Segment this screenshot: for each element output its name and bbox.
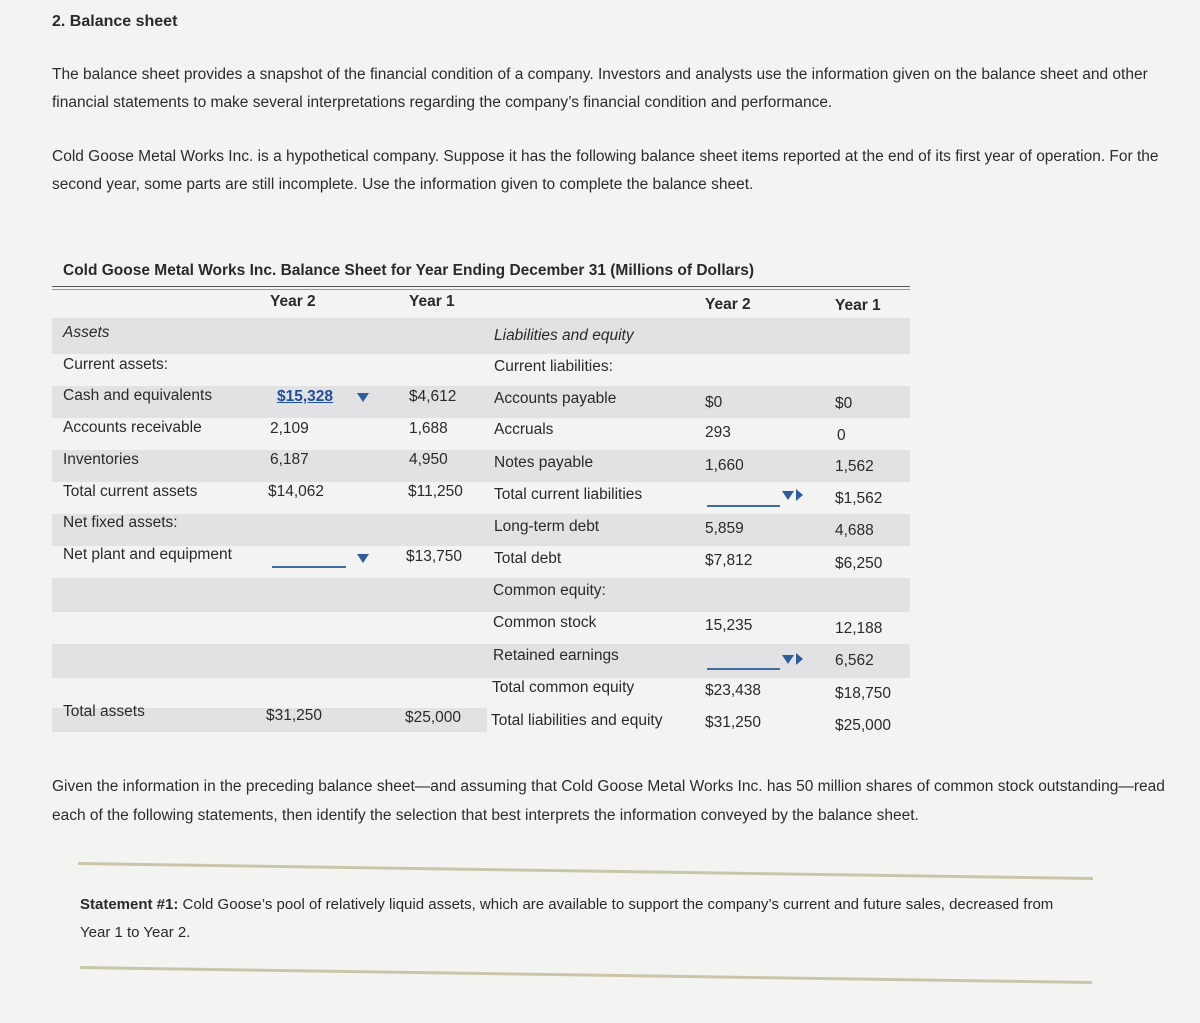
assets-label: Assets [63,324,110,341]
common-stock-label: Common stock [493,614,597,631]
accounts-payable-year1: $0 [835,395,853,412]
total-common-equity-label: Total common equity [492,679,635,696]
accruals-year1: 0 [837,427,846,444]
row-band [52,318,910,354]
ar-label: Accounts receivable [63,419,202,436]
separator-bottom [80,966,1092,984]
accruals-label: Accruals [494,421,554,438]
total-current-liabilities-label: Total current liabilities [494,486,643,503]
accounts-payable-label: Accounts payable [494,390,617,407]
ar-year2: 2,109 [270,420,309,437]
re-dropdown-arrow-icon[interactable] [782,655,794,664]
notes-payable-label: Notes payable [494,454,594,471]
row-band [52,514,910,546]
inventories-year2: 6,187 [270,451,309,468]
current-liabilities-label: Current liabilities: [494,358,613,375]
cash-label: Cash and equivalents [63,387,213,404]
header-year1-left: Year 1 [409,293,455,310]
accruals-year2: 293 [705,424,731,441]
total-current-assets-label: Total current assets [63,483,198,500]
table-title: Cold Goose Metal Works Inc. Balance Sheet for Year Ending December 31 (Millions of Dollars) [63,262,755,279]
inventories-label: Inventories [63,451,139,468]
section-title: 2. Balance sheet [52,13,178,30]
common-stock-year1: 12,188 [835,620,883,637]
net-plant-year1: $13,750 [406,548,463,565]
tcl-dropdown-marker-icon [796,489,803,501]
total-current-liabilities-year1: $1,562 [835,490,883,507]
table-top-rule [52,286,910,287]
separator-top [78,862,1093,880]
common-equity-label: Common equity: [493,582,606,599]
notes-payable-year1: 1,562 [835,458,874,475]
statement-1-label: Statement #1: [80,896,179,913]
total-debt-label: Total debt [494,550,562,567]
total-current-liabilities-year2-dropdown[interactable] [707,505,780,507]
current-assets-label: Current assets: [63,356,169,373]
row-band [52,450,910,482]
table-top-rule-2 [52,289,910,290]
cash-dropdown-arrow-icon[interactable] [357,393,369,402]
net-plant-equipment-label: Net plant and equipment [63,546,232,563]
header-year2-right: Year 2 [705,296,751,313]
row-band [52,578,910,612]
accounts-payable-year2: $0 [705,394,723,411]
liabilities-equity-label: Liabilities and equity [494,327,634,344]
net-plant-year2-dropdown[interactable] [272,566,346,568]
net-plant-dropdown-arrow-icon[interactable] [357,554,369,563]
long-term-debt-label: Long-term debt [494,518,600,535]
common-stock-year2: 15,235 [705,617,753,634]
header-year2-left: Year 2 [270,293,316,310]
cash-year1: $4,612 [409,388,457,405]
total-current-assets-year1: $11,250 [408,483,463,500]
net-fixed-assets-label: Net fixed assets: [63,514,178,531]
notes-payable-year2: 1,660 [705,457,744,474]
total-assets-label: Total assets [63,703,145,720]
intro-paragraph-2: Cold Goose Metal Works Inc. is a hypothetical company. Suppose it has the following balance sheet items reported at the end of its first year of operation. For the second year, some parts are still incomplete. Use the information given to complete the balance sheet. [52,148,1159,193]
tcl-dropdown-arrow-icon[interactable] [782,491,794,500]
retained-earnings-label: Retained earnings [493,647,619,664]
given-instructions: Given the information in the preceding balance sheet—and assuming that Cold Goose Metal Works Inc. has 50 million shares of common stock outstanding—read each of the following statements, then identify the selection that best interprets the information conveyed by the balance sheet. [52,778,1165,824]
retained-earnings-year1: 6,562 [835,652,874,669]
retained-earnings-year2-dropdown[interactable] [707,668,780,670]
cash-year2-dropdown[interactable]: $15,328 [277,388,334,405]
total-liabilities-equity-label: Total liabilities and equity [491,712,663,729]
total-liabilities-equity-year2: $31,250 [705,714,762,731]
inventories-year1: 4,950 [409,451,448,468]
total-common-equity-year2: $23,438 [705,682,762,699]
long-term-debt-year1: 4,688 [835,522,874,539]
intro-paragraph-1: The balance sheet provides a snapshot of the financial condition of a company. Investors and analysts use the information given on the balance sheet and other financial statements to make several interpretations regarding the company’s financial condition and performance. [52,66,1148,111]
header-year1-right: Year 1 [835,297,881,314]
total-debt-year1: $6,250 [835,555,883,572]
total-assets-year2: $31,250 [266,707,323,724]
ar-year1: 1,688 [409,420,448,437]
statement-1-text: Cold Goose’s pool of relatively liquid assets, which are available to support the company’s current and future sales, decreased from Year 1 to Year 2. [80,896,1054,941]
total-current-assets-year2: $14,062 [268,483,325,500]
re-dropdown-marker-icon [796,653,803,665]
statement-1 [80,891,1080,947]
long-term-debt-year2: 5,859 [705,520,744,537]
total-liabilities-equity-year1: $25,000 [835,717,892,734]
total-assets-year1: $25,000 [405,709,462,726]
total-debt-year2: $7,812 [705,552,753,569]
total-common-equity-year1: $18,750 [835,685,892,702]
